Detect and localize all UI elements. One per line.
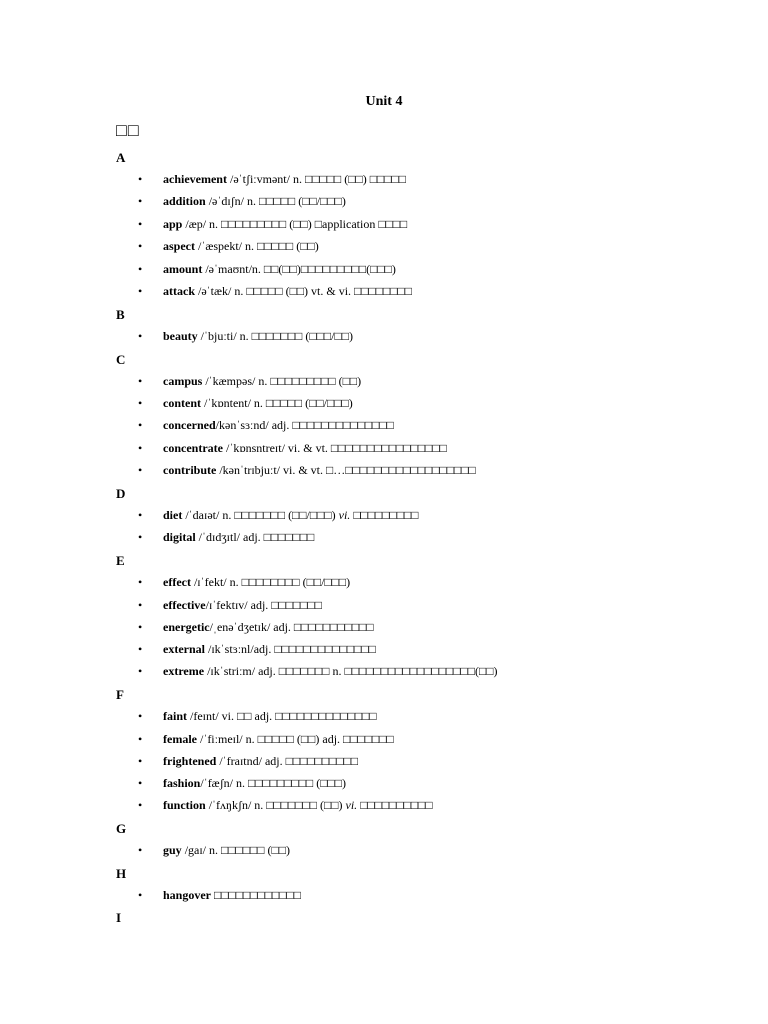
vocab-definition: /ˈkæmpəs/ n. □□□□□□□□□ (□□) [202, 374, 362, 388]
vocab-word: fashion [163, 776, 201, 790]
section-letter: D [116, 486, 126, 501]
vocab-word: digital [163, 530, 196, 544]
bullet-icon: • [138, 217, 143, 231]
vocab-entry [138, 463, 476, 478]
bullet-icon: • [138, 620, 143, 634]
vocab-word: energetic [163, 620, 210, 634]
vocab-entry [138, 888, 301, 903]
vocab-word: contribute [163, 463, 217, 477]
vocab-entry [138, 664, 497, 679]
vocab-entry [138, 843, 290, 858]
vocab-definition: /əˈtæk/ n. □□□□□ (□□) vt. & vi. □□□□□□□□ [195, 284, 413, 298]
vocab-definition: /ˈfiːmeɪl/ n. □□□□□ (□□) adj. □□□□□□□ [196, 732, 394, 746]
vocab-definition: /gaɪ/ n. □□□□□□ (□□) [181, 843, 290, 857]
vocab-definition: /kənˈtrɪbjuːt/ vi. & vt. □…□□□□□□□□□□□□□□□□□□ [216, 463, 476, 477]
bullet-icon: • [138, 530, 143, 544]
vocab-definition-tail: □□□□□□□□□ [350, 508, 419, 522]
vocab-word: app [163, 217, 183, 231]
vocab-word: beauty [163, 329, 198, 343]
section-letter: A [116, 150, 126, 165]
part-of-speech: vi. [345, 798, 358, 812]
part-of-speech: vi. [338, 508, 351, 522]
bullet-icon: • [138, 598, 143, 612]
bullet-icon: • [138, 418, 143, 432]
page-title: Unit 4 [365, 94, 403, 109]
vocab-word: effective [163, 598, 206, 612]
vocab-word: campus [163, 374, 203, 388]
bullet-icon: • [138, 888, 143, 902]
vocab-entry [138, 284, 412, 299]
bullet-icon: • [138, 798, 143, 812]
vocab-entry [138, 374, 361, 389]
vocab-entry [138, 418, 394, 433]
vocab-word: effect [163, 575, 191, 589]
section-letter: C [116, 352, 126, 367]
vocab-entry [138, 217, 407, 232]
vocab-word: extreme [163, 664, 205, 678]
vocab-entry [138, 396, 353, 411]
vocab-definition: /feɪnt/ vi. □□ adj. □□□□□□□□□□□□□□ [187, 709, 377, 723]
vocab-definition: /ˈfraɪtnd/ adj. □□□□□□□□□□ [216, 754, 359, 768]
bullet-icon: • [138, 329, 143, 343]
vocab-definition: /əˈdɪʃn/ n. □□□□□ (□□/□□□) [205, 194, 346, 208]
vocab-definition: /ˈfʌŋkʃn/ n. □□□□□□□ (□□) [205, 798, 346, 812]
vocab-definition: /ɪˈfekt/ n. □□□□□□□□ (□□/□□□) [190, 575, 351, 589]
bullet-icon: • [138, 754, 143, 768]
vocab-word: addition [163, 194, 206, 208]
vocab-definition: /əˈtʃiːvmənt/ n. □□□□□ (□□) □□□□□ [226, 172, 406, 186]
vocab-word: concentrate [163, 441, 223, 455]
vocab-definition: /ˌenəˈdʒetɪk/ adj. □□□□□□□□□□□ [209, 620, 374, 634]
section-letter: H [116, 866, 127, 881]
vocab-definition: /ˈfæʃn/ n. □□□□□□□□□ (□□□) [200, 776, 346, 790]
bullet-icon: • [138, 709, 143, 723]
section-letter: F [116, 687, 124, 702]
bullet-icon: • [138, 664, 143, 678]
vocab-entry [138, 262, 396, 277]
vocab-definition: /ɪkˈstɜːnl/adj. □□□□□□□□□□□□□□ [204, 642, 376, 656]
vocab-entry [138, 441, 447, 456]
bullet-icon: • [138, 172, 143, 186]
vocab-definition: /ˈbjuːti/ n. □□□□□□□ (□□□/□□) [197, 329, 353, 343]
vocab-word: attack [163, 284, 195, 298]
vocab-entry [138, 329, 353, 344]
vocab-word: faint [163, 709, 187, 723]
vocab-entry [138, 530, 314, 545]
vocab-definition: /æp/ n. □□□□□□□□□ (□□) □application □□□□ [182, 217, 408, 231]
vocab-word: female [163, 732, 197, 746]
bullet-icon: • [138, 396, 143, 410]
vocab-definition: /ɪˈfektɪv/ adj. □□□□□□□ [205, 598, 323, 612]
vocab-entry [138, 598, 322, 613]
bullet-icon: • [138, 843, 143, 857]
vocab-entry [138, 239, 319, 254]
vocab-entry [138, 194, 346, 209]
section-letter: I [116, 910, 122, 925]
vocab-word: external [163, 642, 205, 656]
vocab-definition: /ˈkɒnsntreɪt/ vi. & vt. □□□□□□□□□□□□□□□□ [222, 441, 447, 455]
vocab-word: guy [163, 843, 182, 857]
vocab-entry [138, 575, 350, 590]
section-letter: B [116, 307, 125, 322]
vocab-word: diet [163, 508, 183, 522]
vocab-entry [138, 709, 377, 724]
vocab-definition: □□□□□□□□□□□□ [211, 888, 301, 902]
bullet-icon: • [138, 194, 143, 208]
section-letter: E [116, 553, 125, 568]
bullet-icon: • [138, 441, 143, 455]
vocab-definition: /ˈkɒntent/ n. □□□□□ (□□/□□□) [201, 396, 353, 410]
vocab-entry [138, 642, 376, 657]
vocab-definition: /ˈdaɪət/ n. □□□□□□□ (□□/□□□) [182, 508, 339, 522]
vocab-entry [138, 508, 419, 523]
vocab-entry [138, 732, 394, 747]
vocab-word: achievement [163, 172, 227, 186]
bullet-icon: • [138, 732, 143, 746]
vocab-entry [138, 172, 406, 187]
bullet-icon: • [138, 575, 143, 589]
section-letter: G [116, 821, 127, 836]
vocab-entry [138, 798, 433, 813]
bullet-icon: • [138, 508, 143, 522]
bullet-icon: • [138, 262, 143, 276]
section-heading: □□ [116, 120, 140, 140]
vocab-definition-tail: □□□□□□□□□□ [357, 798, 433, 812]
vocab-word: frightened [163, 754, 217, 768]
vocab-entry [138, 620, 374, 635]
vocab-word: concerned [163, 418, 216, 432]
bullet-icon: • [138, 284, 143, 298]
vocab-definition: /ˈdɪdʒɪtl/ adj. □□□□□□□ [195, 530, 315, 544]
vocab-entry [138, 754, 358, 769]
bullet-icon: • [138, 463, 143, 477]
bullet-icon: • [138, 642, 143, 656]
vocab-definition: /kənˈsɜːnd/ adj. □□□□□□□□□□□□□□ [215, 418, 394, 432]
vocab-word: aspect [163, 239, 195, 253]
bullet-icon: • [138, 776, 143, 790]
vocab-word: amount [163, 262, 203, 276]
vocab-definition: /ˈæspekt/ n. □□□□□ (□□) [195, 239, 319, 253]
vocab-word: content [163, 396, 201, 410]
bullet-icon: • [138, 239, 143, 253]
vocab-entry [138, 776, 346, 791]
vocab-definition: /ɪkˈstriːm/ adj. □□□□□□□ n. □□□□□□□□□□□□□□□□□□(□□) [204, 664, 498, 678]
bullet-icon: • [138, 374, 143, 388]
vocab-word: function [163, 798, 206, 812]
vocab-definition: /əˈmaʊnt/n. □□(□□)□□□□□□□□□(□□□) [202, 262, 396, 276]
vocab-word: hangover [163, 888, 211, 902]
